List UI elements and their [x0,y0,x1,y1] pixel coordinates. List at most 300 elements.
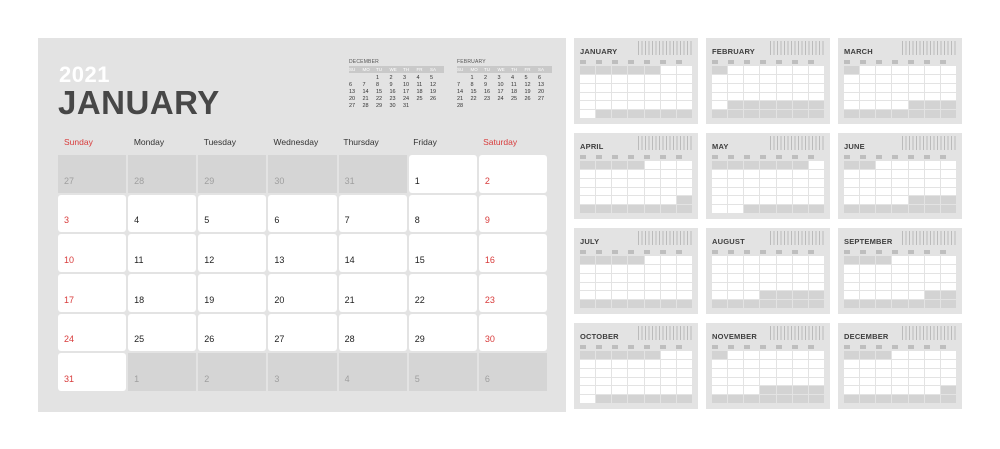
thumbnail-day-cell [892,274,907,282]
day-cell[interactable] [128,274,196,312]
thumbnail-day-cell [661,283,676,291]
month-thumbnail[interactable] [574,133,698,219]
day-cell[interactable] [409,314,477,352]
day-cell[interactable] [58,353,126,391]
mini-day: 21 [362,96,369,102]
thumbnail-day-cell [892,75,907,83]
thumbnail-mini-calendars [770,231,824,245]
thumbnail-day-cell [612,75,627,83]
thumbnail-day-cell [677,66,692,74]
thumbnail-day-cell [844,386,859,394]
thumbnail-day-cell [596,395,611,403]
thumbnail-day-cell [580,265,595,273]
thumbnail-month-label: JANUARY [580,47,618,56]
day-cell[interactable] [198,195,266,233]
thumbnail-day-cell [892,256,907,264]
thumbnail-day-cell [760,360,775,368]
thumbnail-day-cell [876,75,891,83]
month-thumbnail[interactable] [574,228,698,314]
thumbnail-day-cell [744,93,759,101]
thumbnail-day-cell [628,196,643,204]
mini-day: 27 [349,103,356,109]
thumbnail-day-cell [793,179,808,187]
mini-day: 6 [538,75,542,81]
month-thumbnail[interactable] [574,38,698,124]
mini-day: 22 [470,96,477,102]
thumbnail-day-cell [677,93,692,101]
day-cell[interactable] [58,274,126,312]
thumbnail-day-cell [580,110,595,118]
thumbnail-day-cell [645,196,660,204]
thumbnail-day-cell [941,274,956,282]
day-cell[interactable] [198,234,266,272]
thumbnail-day-cell [645,179,660,187]
thumbnail-day-cell [612,179,627,187]
thumbnail-day-cell [661,256,676,264]
thumbnail-day-cell [777,205,792,213]
thumbnail-day-cell [793,386,808,394]
thumbnail-day-cell [728,265,743,273]
thumbnail-day-cell [712,300,727,308]
thumbnail-month-label: OCTOBER [580,332,619,341]
mini-weekday: SA [430,66,444,73]
thumbnail-day-cell [628,274,643,282]
day-cell[interactable] [128,195,196,233]
day-cell[interactable] [58,234,126,272]
thumbnail-day-cell [941,75,956,83]
day-cell[interactable] [409,353,477,391]
thumbnail-day-cell [728,386,743,394]
month-thumbnail[interactable] [838,323,962,409]
thumbnail-day-cell [941,84,956,92]
day-number: 24 [64,334,75,345]
day-number: 14 [344,255,355,265]
thumbnail-day-cell [744,75,759,83]
thumbnail-day-cell [925,161,940,169]
mini-day: 24 [403,96,410,102]
thumbnail-day-cell [860,93,875,101]
day-cell[interactable] [409,234,477,272]
thumbnail-day-cell [793,75,808,83]
thumbnail-day-cell [876,274,891,282]
thumbnail-day-cell [677,75,692,83]
thumbnail-day-cell [612,351,627,359]
thumbnail-day-cell [744,256,759,264]
thumbnail-day-cell [909,93,924,101]
thumbnail-weekday-row [580,60,692,64]
thumbnail-day-cell [909,386,924,394]
thumbnail-day-cell [925,274,940,282]
thumbnail-day-cell [844,93,859,101]
day-number: 25 [134,334,145,345]
weekday-header [58,137,547,151]
thumbnail-day-cell [645,188,660,196]
thumbnail-day-cell [925,300,940,308]
thumbnail-day-cell [809,395,824,403]
day-number: 19 [204,294,215,305]
thumbnail-day-cell [661,300,676,308]
thumbnail-day-cell [844,110,859,118]
thumbnail-day-cell [844,188,859,196]
thumbnail-day-cell [844,265,859,273]
thumbnail-day-cell [909,378,924,386]
thumbnail-day-cell [892,291,907,299]
thumbnail-day-cell [892,196,907,204]
day-cell[interactable] [198,155,266,193]
day-cell[interactable] [339,234,407,272]
mini-day: 10 [497,82,504,88]
thumbnail-day-cell [760,351,775,359]
thumbnail-day-cell [677,395,692,403]
day-cell[interactable] [479,155,547,193]
thumbnail-day-cell [793,283,808,291]
thumbnail-day-cell [892,265,907,273]
thumbnail-day-cell [860,386,875,394]
mini-day [430,103,444,110]
thumbnail-day-cell [628,395,643,403]
day-cell[interactable] [128,353,196,391]
thumbnail-grid [712,256,824,308]
thumbnail-day-cell [844,66,859,74]
thumbnail-day-cell [844,300,859,308]
thumbnail-day-cell [876,93,891,101]
thumbnail-day-cell [793,291,808,299]
day-number: 3 [64,215,70,226]
month-thumbnail[interactable] [706,133,830,219]
thumbnail-day-cell [728,101,743,109]
thumbnail-weekday-row [844,345,956,349]
thumbnail-day-cell [596,170,611,178]
thumbnail-day-cell [728,110,743,118]
month-thumbnail[interactable] [706,38,830,124]
thumbnail-day-cell [925,256,940,264]
thumbnail-mini-calendars [638,326,692,340]
day-cell[interactable] [268,195,336,233]
thumbnail-day-cell [860,265,875,273]
thumbnail-day-cell [728,300,743,308]
thumbnail-day-cell [892,101,907,109]
thumbnail-day-cell [777,75,792,83]
day-cell[interactable] [198,353,266,391]
thumbnail-day-cell [941,66,956,74]
day-cell[interactable] [339,155,407,193]
thumbnail-day-cell [596,161,611,169]
month-thumbnail[interactable] [574,323,698,409]
mini-day: 13 [538,82,545,88]
day-number: 27 [64,175,75,186]
thumbnail-day-cell [712,274,727,282]
thumbnail-day-cell [712,378,727,386]
thumbnail-day-cell [596,386,611,394]
mini-day: 13 [349,89,356,95]
thumbnail-day-cell [596,265,611,273]
thumbnail-day-cell [777,66,792,74]
thumbnail-mini-calendars [638,41,692,55]
thumbnail-day-cell [580,205,595,213]
thumbnail-day-cell [941,170,956,178]
thumbnail-day-cell [809,161,824,169]
mini-day: 12 [524,82,531,88]
thumbnail-day-cell [809,196,824,204]
thumbnail-day-cell [809,188,824,196]
thumbnail-day-cell [612,205,627,213]
day-cell[interactable] [128,234,196,272]
day-number: 11 [134,255,144,265]
thumbnail-day-cell [712,110,727,118]
thumbnail-day-cell [677,274,692,282]
day-number: 30 [274,175,285,186]
mini-day [349,75,363,82]
thumbnail-day-cell [645,300,660,308]
thumbnail-day-cell [909,179,924,187]
thumbnail-day-cell [941,291,956,299]
thumbnail-day-cell [809,386,824,394]
thumbnail-day-cell [712,188,727,196]
thumbnail-day-cell [728,66,743,74]
thumbnail-day-cell [793,196,808,204]
thumbnail-day-cell [677,196,692,204]
thumbnail-day-cell [728,360,743,368]
day-cell[interactable] [479,353,547,391]
day-cell[interactable] [339,274,407,312]
thumbnail-day-cell [941,205,956,213]
thumbnail-day-cell [596,93,611,101]
thumbnail-day-cell [860,179,875,187]
thumbnail-day-cell [760,283,775,291]
day-cell[interactable] [339,353,407,391]
day-cell[interactable] [58,155,126,193]
thumbnail-day-cell [809,369,824,377]
day-cell[interactable] [339,314,407,352]
thumbnail-day-cell [712,283,727,291]
mini-day: 15 [376,89,383,95]
thumbnail-day-cell [777,274,792,282]
thumbnail-day-cell [844,369,859,377]
thumbnail-day-cell [809,170,824,178]
month-thumbnail[interactable] [838,228,962,314]
thumbnail-grid [844,161,956,213]
day-number: 4 [134,215,140,226]
thumbnail-day-cell [760,291,775,299]
day-cell[interactable] [268,155,336,193]
mini-day: 8 [376,82,380,88]
thumbnail-day-cell [712,196,727,204]
thumbnail-day-cell [677,360,692,368]
mini-day: 23 [484,96,491,102]
thumbnail-day-cell [909,75,924,83]
day-cell[interactable] [268,314,336,352]
thumbnail-day-cell [677,378,692,386]
thumbnail-day-cell [793,378,808,386]
mini-day: 16 [484,89,491,95]
thumbnail-day-cell [728,369,743,377]
thumbnail-day-cell [760,101,775,109]
thumbnail-day-cell [941,369,956,377]
month-thumbnail[interactable] [838,38,962,124]
thumbnail-day-cell [645,110,660,118]
thumbnail-day-cell [677,170,692,178]
mini-day: 7 [457,82,461,88]
thumbnail-day-cell [596,369,611,377]
day-cell[interactable] [479,314,547,352]
thumbnail-mini-calendars [770,326,824,340]
mini-day: 2 [389,75,393,81]
thumbnail-day-cell [744,265,759,273]
thumbnail-day-cell [661,386,676,394]
thumbnail-day-cell [744,274,759,282]
thumbnail-day-cell [793,66,808,74]
thumbnail-day-cell [777,351,792,359]
thumbnail-day-cell [777,291,792,299]
mini-calendar-grid [457,66,552,110]
thumbnail-day-cell [728,256,743,264]
thumbnail-day-cell [612,360,627,368]
thumbnail-mini-calendars [770,136,824,150]
day-cell[interactable] [479,195,547,233]
mini-day: 31 [403,103,410,109]
thumbnail-day-cell [777,283,792,291]
day-number: 31 [64,374,75,384]
thumbnail-day-cell [744,360,759,368]
day-cell[interactable] [409,274,477,312]
mini-day: 6 [349,82,353,88]
day-cell[interactable] [198,314,266,352]
day-number: 7 [344,215,350,226]
thumbnail-day-cell [628,378,643,386]
thumbnail-day-cell [809,283,824,291]
thumbnail-day-cell [760,66,775,74]
thumbnail-day-cell [661,351,676,359]
day-cell[interactable] [58,195,126,233]
thumbnail-day-cell [677,188,692,196]
thumbnail-day-cell [860,351,875,359]
thumbnail-day-cell [580,300,595,308]
mini-day: 11 [511,82,517,88]
mini-day: 3 [403,75,407,81]
thumbnail-day-cell [876,179,891,187]
thumbnail-weekday-row [712,155,824,159]
thumbnail-day-cell [844,75,859,83]
month-thumbnail[interactable] [838,133,962,219]
month-thumbnail[interactable] [706,228,830,314]
mini-day: 18 [511,89,518,95]
mini-day: 4 [416,75,420,81]
thumbnail-day-cell [677,84,692,92]
thumbnail-day-cell [728,196,743,204]
thumbnail-day-cell [596,256,611,264]
thumbnail-day-cell [925,196,940,204]
thumbnail-day-cell [793,84,808,92]
thumbnail-day-cell [645,291,660,299]
day-number: 5 [204,215,210,226]
thumbnail-month-label: DECEMBER [844,332,889,341]
thumbnail-day-cell [876,110,891,118]
thumbnail-day-cell [844,291,859,299]
day-cell[interactable] [479,234,547,272]
day-cell[interactable] [339,195,407,233]
day-cell[interactable] [409,195,477,233]
thumbnail-day-cell [628,386,643,394]
thumbnail-day-cell [809,101,824,109]
day-cell[interactable] [479,274,547,312]
day-cell[interactable] [268,274,336,312]
thumbnail-day-cell [712,351,727,359]
mini-day: 30 [389,103,396,109]
day-number: 9 [484,215,490,226]
mini-day: 27 [538,96,545,102]
mini-day: 18 [416,89,423,95]
thumbnail-day-cell [925,205,940,213]
thumbnail-day-cell [612,386,627,394]
thumbnail-weekday-row [844,60,956,64]
thumbnail-day-cell [661,205,676,213]
day-number: 13 [274,255,285,265]
thumbnail-day-cell [809,378,824,386]
thumbnail-day-cell [925,66,940,74]
thumbnail-day-cell [876,378,891,386]
thumbnail-day-cell [677,351,692,359]
mini-weekday: TU [376,66,390,73]
thumbnail-month-label: APRIL [580,142,604,151]
thumbnail-day-cell [728,93,743,101]
thumbnail-day-cell [612,188,627,196]
weekday-label: Sunday [64,137,93,147]
day-cell[interactable] [198,274,266,312]
thumbnail-mini-calendars [902,136,956,150]
mini-calendar-previous [349,58,444,110]
thumbnail-day-cell [925,75,940,83]
thumbnail-day-cell [760,395,775,403]
day-cell[interactable] [268,353,336,391]
thumbnail-day-cell [677,179,692,187]
thumbnail-day-cell [925,93,940,101]
thumbnail-day-cell [677,369,692,377]
thumbnail-day-cell [712,205,727,213]
thumbnail-day-cell [909,101,924,109]
thumbnail-day-cell [628,75,643,83]
thumbnail-grid [844,351,956,403]
day-number: 1 [414,175,420,186]
day-cell[interactable] [128,314,196,352]
month-thumbnail[interactable] [706,323,830,409]
day-cell[interactable] [58,314,126,352]
day-cell[interactable] [409,155,477,193]
thumbnail-day-cell [809,300,824,308]
thumbnail-day-cell [712,101,727,109]
thumbnail-weekday-row [844,250,956,254]
thumbnail-day-cell [909,84,924,92]
thumbnail-day-cell [860,188,875,196]
thumbnail-day-cell [612,256,627,264]
day-number: 26 [204,334,215,345]
thumbnail-day-cell [628,93,643,101]
thumbnail-day-cell [712,179,727,187]
thumbnail-day-cell [712,256,727,264]
thumbnail-day-cell [777,179,792,187]
day-cell[interactable] [268,234,336,272]
thumbnail-day-cell [925,369,940,377]
thumbnail-day-cell [777,84,792,92]
mini-weekday: SU [349,66,363,73]
thumbnail-weekday-row [580,345,692,349]
day-cell[interactable] [128,155,196,193]
thumbnail-day-cell [860,75,875,83]
thumbnail-day-cell [892,300,907,308]
thumbnail-day-cell [612,101,627,109]
mini-weekday: MO [363,66,377,73]
thumbnail-day-cell [580,170,595,178]
thumbnail-day-cell [909,256,924,264]
